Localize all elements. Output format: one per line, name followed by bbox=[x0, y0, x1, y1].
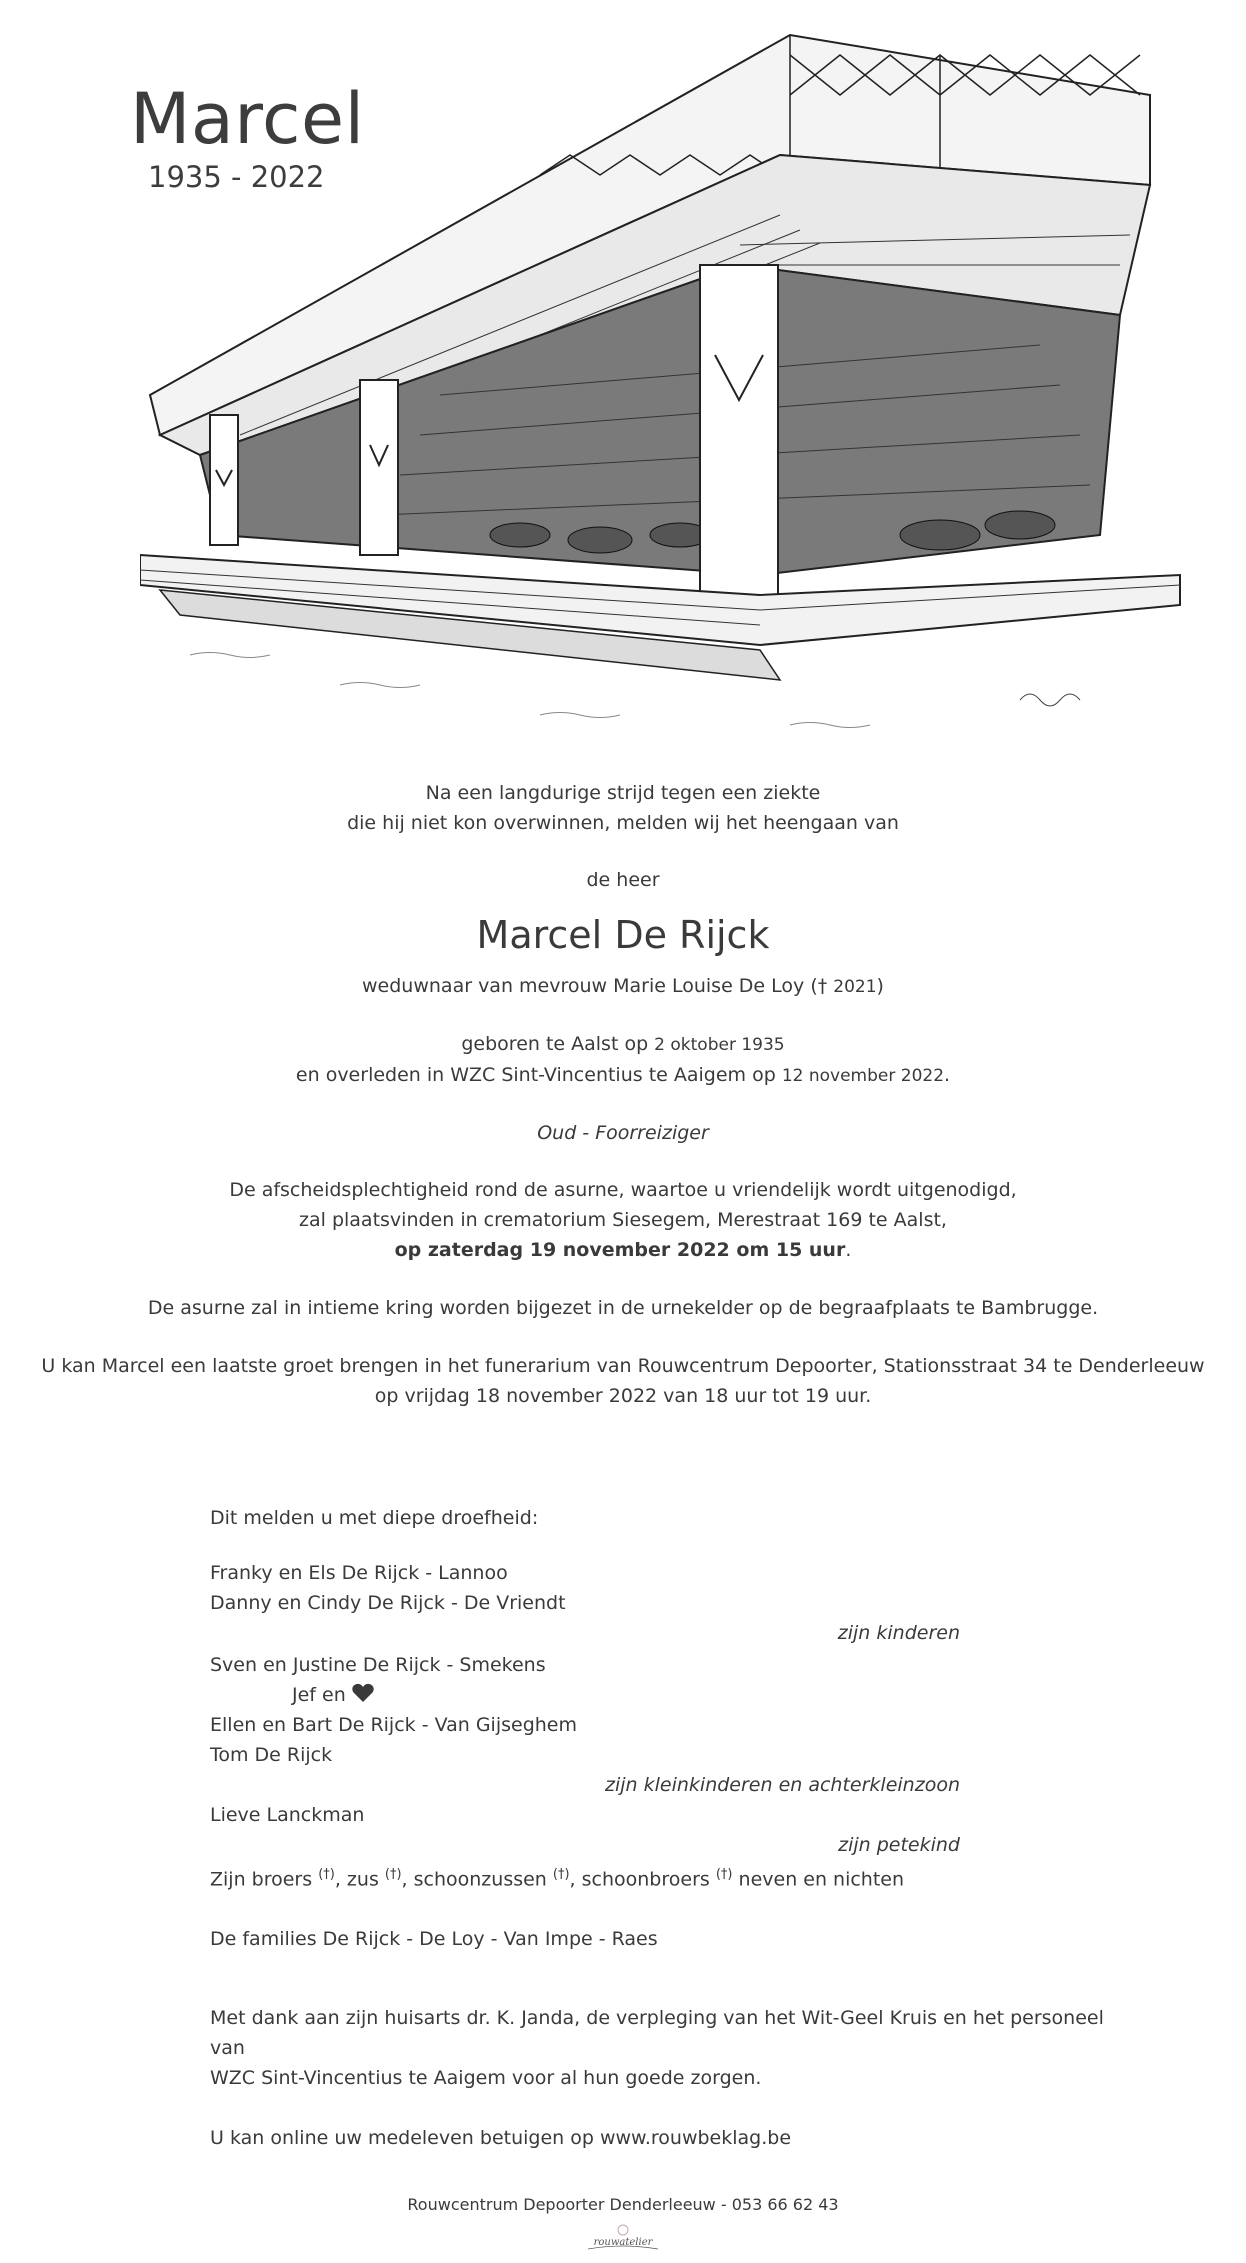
intro-line-1: Na een langdurige strijd tegen een ziekte bbox=[425, 782, 821, 804]
thanks-line-2: WZC Sint-Vincentius te Aaigem voor al hun goede zorgen. bbox=[210, 2067, 762, 2089]
widower-close: ) bbox=[876, 975, 884, 997]
intro-line-2: die hij niet kon overwinnen, melden wij het heengaan van bbox=[347, 812, 899, 834]
header bbox=[0, 0, 1246, 750]
thanks-block bbox=[210, 2003, 1110, 2153]
urn-line: De asurne zal in intieme kring worden bijgezet in de urnekelder op de begraafplaats te Bambrugge. bbox=[147, 1297, 1099, 1319]
grandchild-1: Sven en Justine De Rijck - Smekens bbox=[210, 1654, 546, 1676]
visit-line-1: U kan Marcel een laatste groet brengen in het funerarium van Rouwcentrum Depoorter, Stationsstraat 34 te Denderleeuw bbox=[41, 1355, 1205, 1377]
grandchild-2: Ellen en Bart De Rijck - Van Gijseghem bbox=[210, 1714, 578, 1736]
announcement bbox=[0, 778, 1246, 1411]
child-1: Franky en Els De Rijck - Lannoo bbox=[210, 1562, 508, 1584]
siblings-part-4: , schoonbroers bbox=[569, 1868, 716, 1891]
family-list bbox=[210, 1503, 970, 1954]
thanks-line-1: Met dank aan zijn huisarts dr. K. Janda, de verpleging van het Wit-Geel Kruis en het personeel van bbox=[210, 2007, 1104, 2059]
deceased-full-name: Marcel De Rijck bbox=[476, 913, 770, 957]
family-intro: Dit melden u met diepe droefheid: bbox=[210, 1507, 539, 1529]
svg-text:rouwatelier: rouwatelier bbox=[593, 2237, 653, 2248]
children-label: zijn kinderen bbox=[837, 1622, 960, 1644]
siblings-line bbox=[210, 1860, 970, 1894]
cross-mark: (†) bbox=[384, 1867, 402, 1882]
ceremony-line-2: zal plaatsvinden in crematorium Siesegem, Merestraat 169 te Aalst, bbox=[299, 1209, 947, 1231]
cross-mark: (†) bbox=[715, 1867, 733, 1882]
siblings-part-5: neven en nichten bbox=[732, 1868, 905, 1891]
widower-line bbox=[0, 971, 1246, 1002]
grandchildren-label: zijn kleinkinderen en achterkleinzoon bbox=[605, 1774, 960, 1796]
ceremony-date: op zaterdag 19 november 2022 om 15 uur bbox=[394, 1239, 846, 1261]
died-date: 12 november 2022 bbox=[781, 1066, 945, 1086]
cross-mark: (†) bbox=[552, 1867, 570, 1882]
cross-icon: † bbox=[817, 975, 828, 997]
ceremony-line-1: De afscheidsplechtigheid rond de asurne, waartoe u vriendelijk wordt uitgenodigd, bbox=[229, 1179, 1017, 1201]
cross-mark: (†) bbox=[318, 1867, 335, 1882]
siblings-part-2: , zus bbox=[334, 1868, 385, 1891]
siblings-part-3: , schoonzussen bbox=[401, 1868, 553, 1891]
siblings-part-1: Zijn broers bbox=[210, 1868, 319, 1891]
died-line bbox=[0, 1060, 1246, 1091]
ceremony-date-line bbox=[0, 1235, 1246, 1265]
died-prefix: en overleden in WZC Sint-Vincentius te Aaigem op bbox=[295, 1064, 782, 1086]
grandchild-3: Tom De Rijck bbox=[210, 1744, 333, 1766]
born-line bbox=[0, 1029, 1246, 1060]
widower-year: 2021 bbox=[833, 977, 877, 997]
families-line: De families De Rijck - De Loy - Van Impe - Raes bbox=[210, 1928, 658, 1951]
occupation: Oud - Foorreiziger bbox=[537, 1122, 709, 1144]
born-date: 2 oktober 1935 bbox=[654, 1035, 785, 1055]
born-prefix: geboren te Aalst op bbox=[461, 1033, 655, 1055]
great-grandchild-name: Jef en bbox=[292, 1684, 346, 1706]
footer: Rouwcentrum Depoorter Denderleeuw - 053 66 62 43 bbox=[407, 2195, 839, 2214]
great-grandchild bbox=[210, 1680, 970, 1710]
widower-text: weduwnaar van mevrouw Marie Louise De Loy ( bbox=[362, 975, 818, 997]
godchild: Lieve Lanckman bbox=[210, 1804, 365, 1826]
godchild-label: zijn petekind bbox=[838, 1834, 960, 1856]
online-condolence: U kan online uw medeleven betuigen op www.rouwbeklag.be bbox=[210, 2127, 792, 2149]
rouwatelier-logo bbox=[578, 2223, 668, 2253]
visit-line-2: op vrijdag 18 november 2022 van 18 uur tot 19 uur. bbox=[374, 1385, 872, 1407]
header-first-name: Marcel bbox=[130, 78, 365, 160]
heart-icon bbox=[352, 1683, 374, 1703]
child-2: Danny en Cindy De Rijck - De Vriendt bbox=[210, 1592, 566, 1614]
intro-title: de heer bbox=[586, 869, 660, 891]
died-suffix: . bbox=[944, 1064, 951, 1086]
ceremony-date-suffix: . bbox=[845, 1239, 852, 1261]
header-years: 1935 - 2022 bbox=[148, 160, 325, 194]
